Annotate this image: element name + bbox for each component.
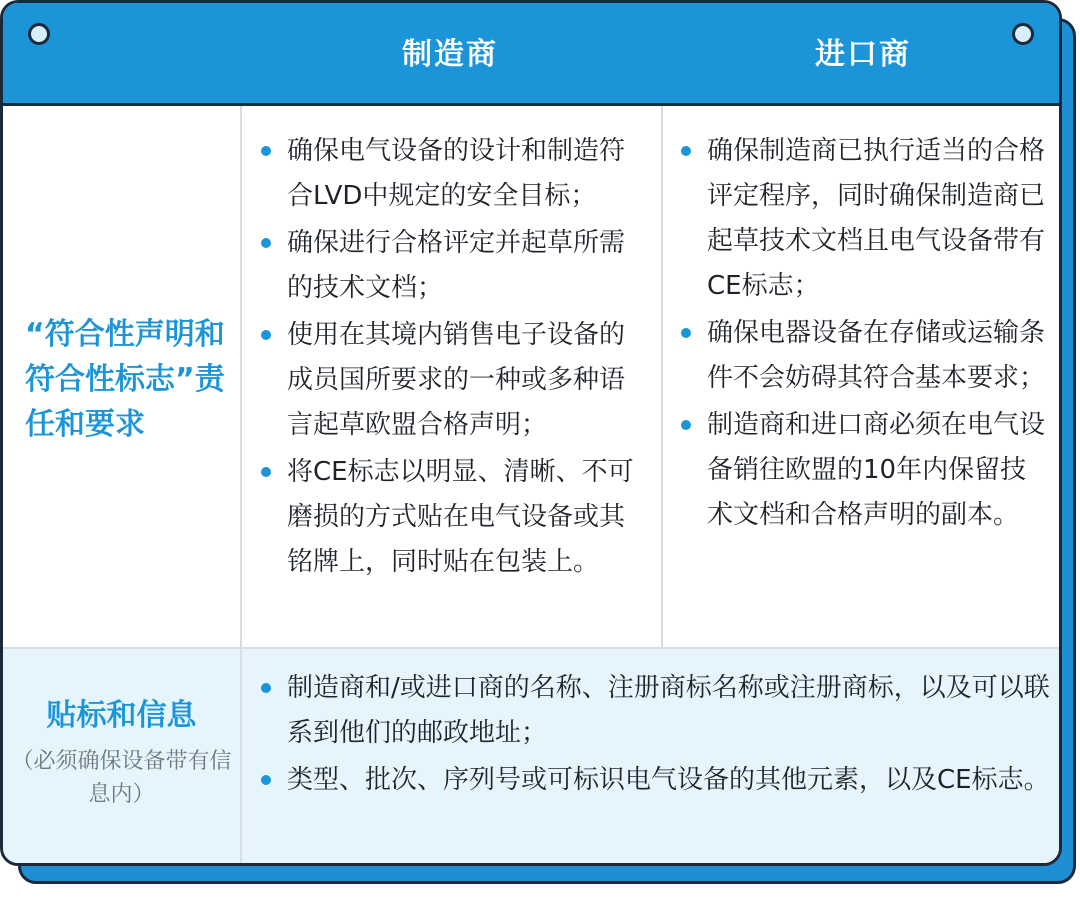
row-heading-declaration: “符合性声明和符合性标志”责任和要求: [25, 317, 225, 442]
column-divider-middle: [661, 106, 663, 648]
header-importer: 进口商: [815, 37, 911, 72]
importer-requirements-list: [681, 129, 1046, 540]
list-item-text: 制造商和/或进口商的名称、注册商标名称或注册商标，以及可以联系到他们的邮政地址；: [287, 673, 1050, 748]
list-item: [261, 129, 646, 219]
list-item: [681, 311, 1046, 401]
bullet-icon: [681, 420, 691, 430]
list-item: [261, 758, 1051, 803]
labelling-requirements-list: [261, 666, 1051, 805]
list-item-text: 制造商和进口商必须在电气设备销往欧盟的10年内保留技术文档和合格声明的副本。: [707, 410, 1046, 530]
list-item-text: 确保进行合格评定并起草所需的技术文档；: [287, 228, 626, 303]
bullet-icon: [261, 146, 271, 156]
list-item-text: 类型、批次、序列号或可标识电气设备的其他元素，以及CE标志。: [287, 765, 1050, 795]
list-item-text: 确保制造商已执行适当的合格评定程序，同时确保制造商已起草技术文档且电气设备带有CE标志；: [707, 136, 1046, 301]
list-item: [681, 129, 1046, 309]
row-subheading-labelling: （必须确保设备带有信息内）: [11, 749, 232, 807]
row-heading-labelling: 贴标和信息: [46, 698, 197, 733]
list-item-text: 使用在其境内销售电子设备的成员国所要求的一种或多种语言起草欧盟合格声明；: [287, 320, 626, 440]
list-item-text: 确保电气设备的设计和制造符合LVD中规定的安全目标；: [287, 136, 626, 211]
bullet-icon: [261, 238, 271, 248]
bullet-icon: [261, 467, 271, 477]
list-item: [681, 403, 1046, 538]
bullet-icon: [261, 683, 271, 693]
list-item: [261, 221, 646, 311]
table-header: [3, 3, 1059, 106]
row-declaration-conformity: [3, 106, 1059, 648]
row-divider: [3, 647, 1059, 649]
list-item: [261, 450, 646, 585]
list-item: [261, 313, 646, 448]
list-item-text: 将CE标志以明显、清晰、不可磨损的方式贴在电气设备或其铭牌上，同时贴在包装上。: [287, 457, 634, 577]
bullet-icon: [261, 775, 271, 785]
manufacturer-requirements-list: [261, 129, 646, 587]
column-divider-left: [240, 106, 242, 866]
binder-hole-left: [28, 23, 50, 45]
bullet-icon: [681, 328, 691, 338]
bullet-icon: [681, 146, 691, 156]
bullet-icon: [261, 330, 271, 340]
row-labelling-information: [3, 648, 1059, 866]
header-manufacturer: 制造商: [402, 37, 498, 72]
list-item: [261, 666, 1051, 756]
list-item-text: 确保电器设备在存储或运输条件不会妨碍其符合基本要求；: [707, 318, 1046, 393]
